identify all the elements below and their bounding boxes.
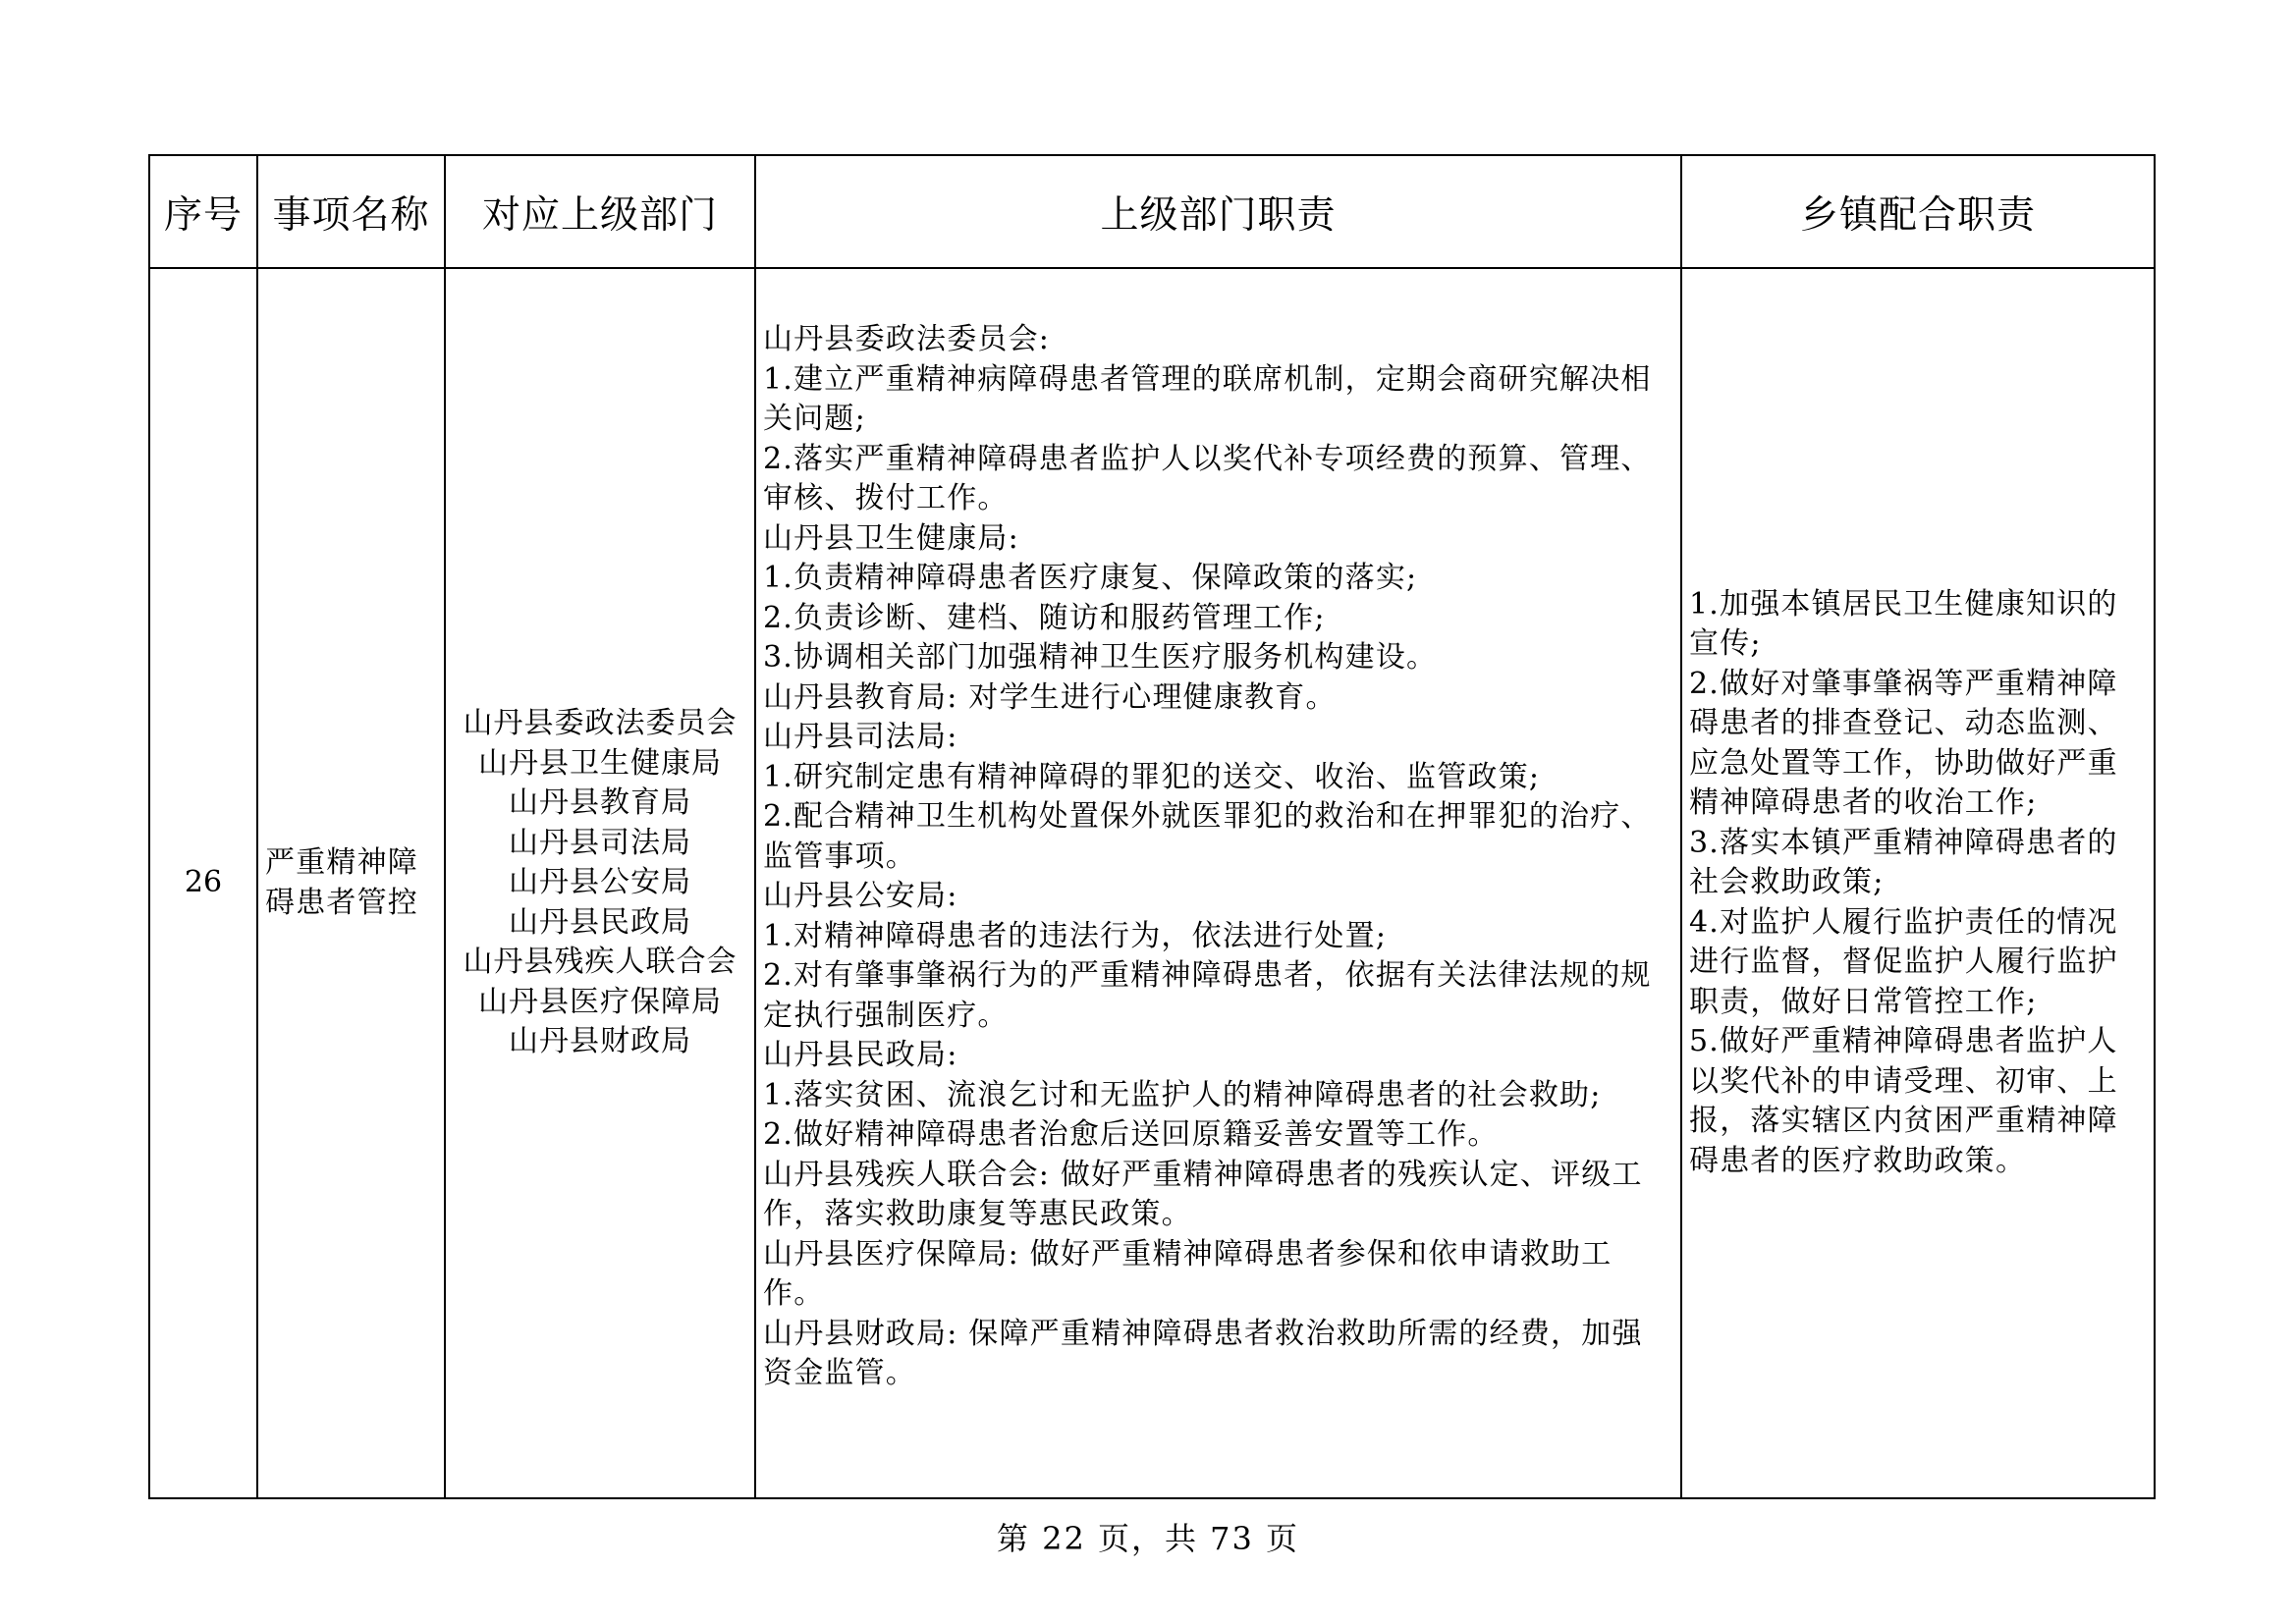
upper-duty-paragraph: 1.研究制定患有精神障碍的罪犯的送交、收治、监管政策;	[763, 759, 1541, 794]
department-item: 山丹县医疗保障局	[478, 984, 722, 1019]
department-item: 山丹县司法局	[509, 825, 691, 860]
header-index: 序号	[149, 155, 257, 268]
upper-duty-paragraph: 2.配合精神卫生机构处置保外就医罪犯的救治和在押罪犯的治疗、监管事项。	[763, 799, 1652, 874]
header-upper-duty: 上级部门职责	[755, 155, 1681, 268]
duty-table	[148, 154, 2156, 1499]
upper-duty-paragraph: 山丹县医疗保障局: 做好严重精神障碍患者参保和依申请救助工作。	[763, 1236, 1613, 1311]
upper-duty-paragraph: 2.对有肇事肇祸行为的严重精神障碍患者，依据有关法律法规的规定执行强制医疗。	[763, 958, 1652, 1033]
upper-duty-paragraph: 山丹县委政法委员会:	[763, 322, 1051, 356]
department-item: 山丹县卫生健康局	[478, 745, 722, 781]
upper-duty-paragraph: 2.负责诊断、建档、随访和服药管理工作;	[763, 600, 1326, 635]
town-duty-paragraph: 1.加强本镇居民卫生健康知识的宣传;	[1689, 586, 2118, 662]
department-item: 山丹县民政局	[509, 904, 691, 940]
row-upper-duty	[755, 268, 1681, 1498]
page-number-footer: 第 22 页，共 73 页	[996, 1520, 1300, 1557]
upper-duty-paragraph: 1.落实贫困、流浪乞讨和无监护人的精神障碍患者的社会救助;	[763, 1077, 1602, 1112]
upper-duty-paragraph: 山丹县公安局:	[763, 879, 958, 913]
upper-duty-paragraph: 山丹县卫生健康局:	[763, 520, 1019, 556]
item-name-line: 碍患者管控	[265, 885, 418, 920]
town-duty-paragraph: 4.对监护人履行监护责任的情况进行监督，督促监护人履行监护职责，做好日常管控工作;	[1689, 904, 2118, 1019]
town-duty-paragraph: 3.落实本镇严重精神障碍患者的社会救助政策;	[1689, 825, 2118, 900]
header-upper-dept: 对应上级部门	[445, 155, 755, 268]
upper-duty-paragraph: 3.协调相关部门加强精神卫生医疗服务机构建设。	[763, 640, 1438, 675]
upper-duty-paragraph: 山丹县民政局:	[763, 1038, 958, 1072]
upper-duty-paragraph: 山丹县司法局:	[763, 720, 958, 754]
upper-duty-paragraph: 1.建立严重精神病障碍患者管理的联席机制，定期会商研究解决相关问题;	[763, 361, 1652, 436]
town-duty-paragraph: 2.做好对肇事肇祸等严重精神障碍患者的排查登记、动态监测、应急处置等工作，协助做好严重精神障碍患者的收治工作;	[1689, 666, 2118, 821]
upper-duty-paragraph: 山丹县财政局: 保障严重精神障碍患者救治救助所需的经费，加强资金监管。	[763, 1316, 1643, 1390]
town-duty-paragraph: 5.做好严重精神障碍患者监护人以奖代补的申请受理、初审、上报，落实辖区内贫困严重精神障碍患者的医疗救助政策。	[1689, 1024, 2118, 1178]
upper-duty-paragraph: 2.做好精神障碍患者治愈后送回原籍妥善安置等工作。	[763, 1117, 1499, 1152]
upper-duty-paragraph: 2.落实严重精神障碍患者监护人以奖代补专项经费的预算、管理、审核、拨付工作。	[763, 441, 1652, 515]
header-town-duty: 乡镇配合职责	[1681, 155, 2155, 268]
upper-duty-paragraph: 1.对精神障碍患者的违法行为，依法进行处置;	[763, 918, 1388, 953]
upper-duty-paragraph: 1.负责精神障碍患者医疗康复、保障政策的落实;	[763, 561, 1418, 595]
row-item-name	[257, 268, 445, 1498]
table-header-row	[149, 155, 2155, 268]
row-index: 26	[149, 268, 257, 1498]
department-item: 山丹县公安局	[509, 865, 691, 900]
department-item: 山丹县委政法委员会	[463, 706, 738, 741]
header-item-name: 事项名称	[257, 155, 445, 268]
row-departments	[445, 268, 755, 1498]
department-item: 山丹县残疾人联合会	[463, 945, 738, 980]
upper-duty-paragraph: 山丹县残疾人联合会: 做好严重精神障碍患者的残疾认定、评级工作，落实救助康复等惠民政策。	[763, 1157, 1643, 1231]
department-item: 山丹县财政局	[509, 1024, 691, 1059]
row-town-duty	[1681, 268, 2155, 1498]
table-row	[149, 268, 2155, 1498]
upper-duty-paragraph: 山丹县教育局: 对学生进行心理健康教育。	[763, 679, 1337, 715]
item-name-line: 严重精神障	[265, 845, 418, 880]
department-item: 山丹县教育局	[509, 785, 691, 821]
